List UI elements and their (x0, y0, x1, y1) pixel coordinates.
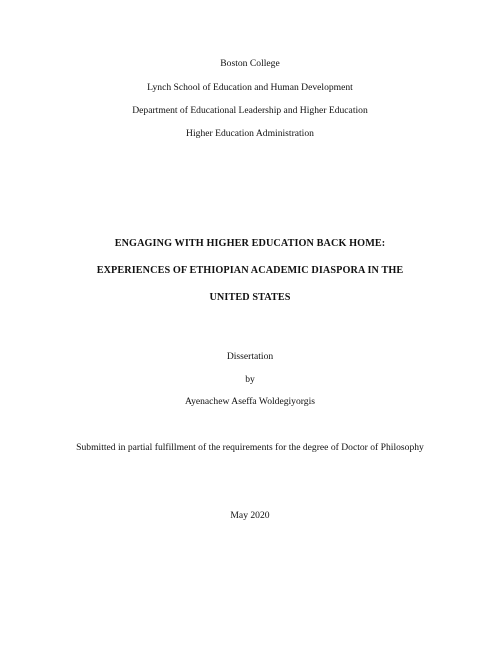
submission-statement: Submitted in partial fulfillment of the requirements for the degree of Doctor of Philosophy (76, 442, 424, 453)
school-name: Lynch School of Education and Human Development (147, 82, 353, 93)
by-label: by (245, 374, 255, 385)
program-name: Higher Education Administration (186, 128, 314, 139)
title-line-1: ENGAGING WITH HIGHER EDUCATION BACK HOME: (114, 238, 386, 249)
university-name: Boston College (220, 58, 280, 69)
submission-date: May 2020 (230, 510, 270, 521)
author-name: Ayenachew Aseffa Woldegiyorgis (185, 396, 315, 407)
title-line-2: EXPERIENCES OF ETHIOPIAN ACADEMIC DIASPORA IN THE (96, 265, 404, 276)
title-line-3: UNITED STATES (209, 292, 291, 303)
document-type: Dissertation (226, 351, 274, 362)
department-name: Department of Educational Leadership and Higher Education (132, 105, 368, 116)
